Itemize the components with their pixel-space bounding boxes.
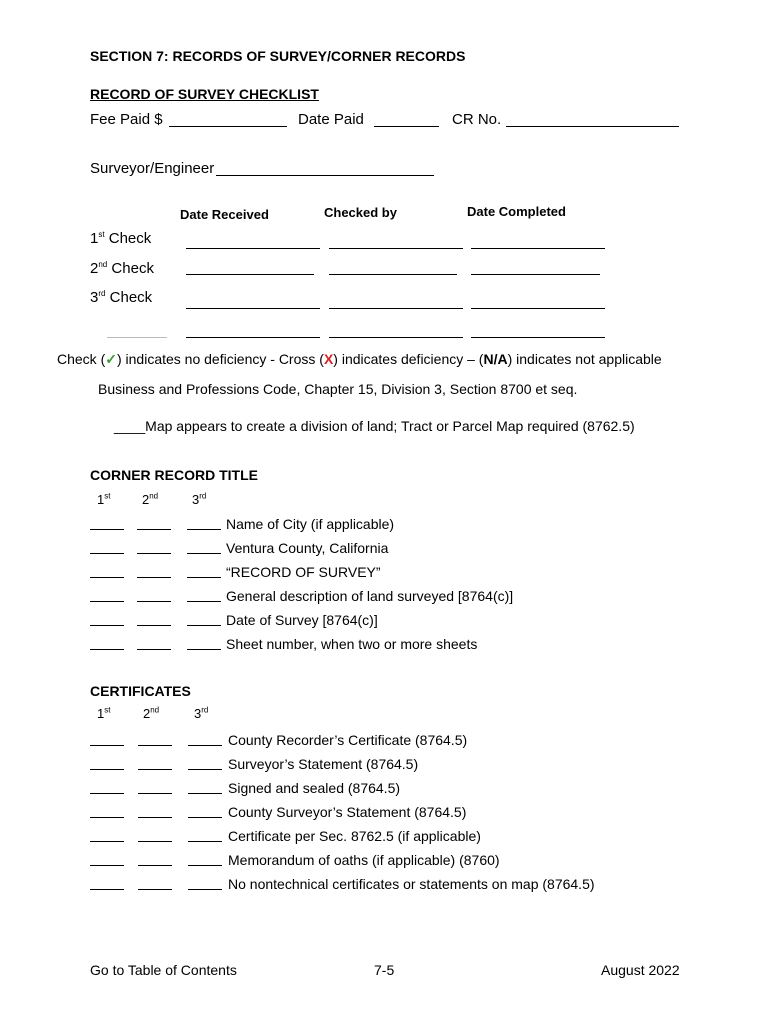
check-1-label: 1st Check <box>90 230 152 247</box>
blank-3rd[interactable] <box>188 841 222 842</box>
certificate-item-label: No nontechnical certificates or statements on map (8764.5) <box>228 876 595 892</box>
blank-3rd[interactable] <box>187 625 221 626</box>
blank-2nd[interactable] <box>138 841 172 842</box>
blank-1st[interactable] <box>90 577 124 578</box>
blank-3rd[interactable] <box>188 865 222 866</box>
footer-date: August 2022 <box>601 962 680 978</box>
blank-1st[interactable] <box>90 769 124 770</box>
corner-item-label: “RECORD OF SURVEY” <box>226 564 381 580</box>
check-1-checked-by[interactable] <box>329 248 463 249</box>
blank-1st[interactable] <box>90 553 124 554</box>
corner-item-label: General description of land surveyed [8764(c)] <box>226 588 514 604</box>
blank-1st[interactable] <box>90 817 124 818</box>
corner-header-1st: 1st <box>97 491 111 507</box>
blank-2nd[interactable] <box>138 769 172 770</box>
check-4-date-completed[interactable] <box>471 337 605 338</box>
blank-1st[interactable] <box>90 745 124 746</box>
blank-1st[interactable] <box>90 649 124 650</box>
blank-1st[interactable] <box>90 865 124 866</box>
cert-header-3rd: 3rd <box>194 705 209 721</box>
blank-1st[interactable] <box>90 793 124 794</box>
corner-item-label: Date of Survey [8764(c)] <box>226 612 378 628</box>
check-2-date-completed[interactable] <box>471 274 600 275</box>
check-2-label: 2nd Check <box>90 260 154 277</box>
col-date-received: Date Received <box>180 207 269 222</box>
check-2-date-received[interactable] <box>186 274 314 275</box>
checklist-title: RECORD OF SURVEY CHECKLIST <box>90 86 319 102</box>
fee-paid-label: Fee Paid $ <box>90 111 163 128</box>
blank-3rd[interactable] <box>188 793 222 794</box>
blank-3rd[interactable] <box>187 649 221 650</box>
certificate-item-label: County Recorder’s Certificate (8764.5) <box>228 732 468 748</box>
blank-2nd[interactable] <box>137 577 171 578</box>
blank-2nd[interactable] <box>138 817 172 818</box>
blank-1st[interactable] <box>90 889 124 890</box>
blank-3rd[interactable] <box>188 889 222 890</box>
check-3-checked-by[interactable] <box>329 308 463 309</box>
blank-1st[interactable] <box>90 529 124 530</box>
check-4-label-line <box>107 337 167 338</box>
check-3-label: 3rd Check <box>90 289 153 306</box>
check-icon: ✓ <box>105 351 117 367</box>
cert-header-1st: 1st <box>97 705 111 721</box>
code-reference: Business and Professions Code, Chapter 15, Division 3, Section 8700 et seq. <box>98 381 578 397</box>
col-date-completed: Date Completed <box>467 204 566 219</box>
surveyor-field[interactable] <box>216 175 434 176</box>
blank-3rd[interactable] <box>187 529 221 530</box>
cr-no-label: CR No. <box>452 111 502 128</box>
certificate-item-label: Signed and sealed (8764.5) <box>228 780 401 796</box>
blank-2nd[interactable] <box>137 601 171 602</box>
certificates-section-title: CERTIFICATES <box>90 683 191 699</box>
check-3-date-received[interactable] <box>186 308 320 309</box>
blank-2nd[interactable] <box>138 745 172 746</box>
legend-line: Check (✓) indicates no deficiency - Cross (X) indicates deficiency – (N/A) indicates not applicable <box>57 351 662 367</box>
map-note: ____Map appears to create a division of land; Tract or Parcel Map required (8762.5) <box>114 418 635 434</box>
blank-3rd[interactable] <box>188 817 222 818</box>
surveyor-label: Surveyor/Engineer <box>90 160 215 177</box>
blank-3rd[interactable] <box>187 577 221 578</box>
blank-2nd[interactable] <box>137 625 171 626</box>
check-2-checked-by[interactable] <box>329 274 457 275</box>
corner-item-label: Ventura County, California <box>226 540 389 556</box>
corner-item-label: Name of City (if applicable) <box>226 516 395 532</box>
date-paid-field[interactable] <box>374 126 439 127</box>
blank-3rd[interactable] <box>188 769 222 770</box>
certificate-item-label: Certificate per Sec. 8762.5 (if applicable) <box>228 828 481 844</box>
certificate-item-label: County Surveyor’s Statement (8764.5) <box>228 804 467 820</box>
corner-section-title: CORNER RECORD TITLE <box>90 467 258 483</box>
blank-2nd[interactable] <box>138 889 172 890</box>
check-3-date-completed[interactable] <box>471 308 605 309</box>
blank-3rd[interactable] <box>187 601 221 602</box>
blank-1st[interactable] <box>90 601 124 602</box>
corner-header-3rd: 3rd <box>192 491 207 507</box>
blank-1st[interactable] <box>90 625 124 626</box>
map-note-blank[interactable]: ____ <box>114 418 146 434</box>
date-paid-label: Date Paid <box>298 111 364 128</box>
blank-1st[interactable] <box>90 841 124 842</box>
col-checked-by: Checked by <box>324 205 397 220</box>
blank-2nd[interactable] <box>137 649 171 650</box>
blank-3rd[interactable] <box>187 553 221 554</box>
corner-item-label: Sheet number, when two or more sheets <box>226 636 478 652</box>
blank-2nd[interactable] <box>137 529 171 530</box>
check-4-date-received[interactable] <box>186 337 320 338</box>
fee-paid-field[interactable] <box>169 126 287 127</box>
section-title: SECTION 7: RECORDS OF SURVEY/CORNER RECORDS <box>90 48 466 64</box>
cert-header-2nd: 2nd <box>143 705 160 721</box>
page-number: 7-5 <box>374 962 395 978</box>
blank-3rd[interactable] <box>188 745 222 746</box>
cross-icon: X <box>323 351 334 367</box>
certificate-item-label: Memorandum of oaths (if applicable) (8760) <box>228 852 500 868</box>
check-4-checked-by[interactable] <box>329 337 463 338</box>
blank-2nd[interactable] <box>137 553 171 554</box>
toc-link[interactable]: Go to Table of Contents <box>90 962 237 978</box>
blank-2nd[interactable] <box>138 793 172 794</box>
corner-header-2nd: 2nd <box>142 491 159 507</box>
blank-2nd[interactable] <box>138 865 172 866</box>
certificate-item-label: Surveyor’s Statement (8764.5) <box>228 756 419 772</box>
check-1-date-completed[interactable] <box>471 248 605 249</box>
cr-no-field[interactable] <box>506 126 679 127</box>
check-1-date-received[interactable] <box>186 248 320 249</box>
